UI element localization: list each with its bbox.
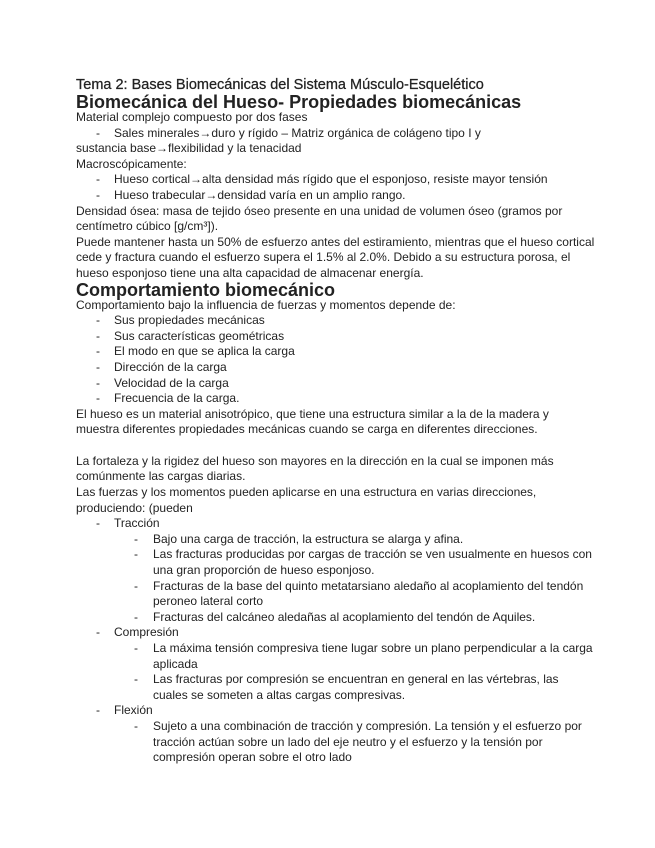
list-item: - Sus propiedades mecánicas (96, 313, 265, 328)
dash-bullet: - (96, 344, 100, 359)
dash-bullet: - (134, 609, 138, 624)
paragraph: Puede mantener hasta un 50% de esfuerzo antes del estiramiento, mientras que el hueso cortical cede y fractura cuando el esfuerzo supera el 1.5% al 2.0%. Debido a su estructura porosa, el hueso esponjoso tiene una alta capacidad de almacenar energía. (76, 234, 595, 280)
sub-list-item: - Las fracturas por compresión se encuentran en general en las vértebras, las cuales se someten a altas cargas compresivas. (134, 672, 559, 702)
list-item: - Frecuencia de la carga. (96, 391, 240, 406)
paragraph: Material complejo compuesto por dos fases (76, 110, 308, 124)
list-item: - Velocidad de la carga (96, 375, 229, 390)
paragraph: La fortaleza y la rigidez del hueso son mayores en la dirección en la cual se imponen más comúnmente las cargas diarias. (76, 453, 554, 484)
paragraph: El hueso es un material anisotrópico, que tiene una estructura similar a la de la madera y muestra diferentes propiedades mecánicas cuando se carga en diferentes direcciones. (76, 406, 549, 437)
dash-bullet: - (96, 625, 100, 640)
paragraph: Las fuerzas y los momentos pueden aplicarse en una estructura en varias direcciones, produciendo: (pueden (76, 485, 537, 515)
dash-bullet: - (96, 187, 100, 202)
sub-list-item: - Fracturas del calcáneo aledañas al acoplamiento del tendón de Aquiles. (134, 609, 536, 624)
dash-bullet: - (96, 375, 100, 390)
dash-bullet: - (134, 531, 138, 546)
list-item: - El modo en que se aplica la carga (96, 344, 295, 359)
list-item-flexion: - Flexión (96, 703, 153, 718)
bullet-list (76, 126, 595, 142)
paragraph: Comportamiento bajo la influencia de fuerzas y momentos depende de: (76, 297, 456, 312)
page-title: Tema 2: Bases Biomecánicas del Sistema Músculo-Esquelético (76, 77, 484, 93)
paragraph: sustancia base→flexibilidad y la tenacidad (76, 141, 302, 156)
dash-bullet: - (96, 703, 100, 718)
dash-bullet: - (134, 547, 138, 562)
list-item-traccion: - Tracción (96, 516, 160, 531)
dash-bullet: - (96, 391, 100, 406)
dash-bullet: - (96, 125, 100, 140)
dash-bullet: - (96, 313, 100, 328)
bullet-list (76, 172, 595, 203)
list-item: - Sales minerales→duro y rígido – Matriz orgánica de colágeno tipo I y (96, 125, 481, 140)
paragraph: Macroscópicamente: (76, 156, 187, 171)
list-item: - Sus características geométricas (96, 328, 285, 343)
dash-bullet: - (134, 641, 138, 655)
sub-list-item: - Bajo una carga de tracción, la estructura se alarga y afina. (134, 531, 464, 546)
blank-line (76, 438, 595, 454)
sub-list-item: - La máxima tensión compresiva tiene lugar sobre un plano perpendicular a la carga aplicada (134, 641, 593, 671)
list-item: - Dirección de la carga (96, 359, 227, 374)
section-heading: Comportamiento biomecánico (76, 279, 336, 300)
dash-bullet: - (96, 172, 100, 187)
dash-bullet: - (96, 516, 100, 531)
bullet-list (76, 313, 595, 407)
sub-list-item: - Fracturas de la base del quinto metatarsiano aledaño al acoplamiento del tendón peroneo lateral corto (134, 578, 584, 609)
dash-bullet: - (134, 672, 138, 687)
sub-list-item: - Las fracturas producidas por cargas de tracción se ven usualmente en huesos con una gran proporción de hueso esponjoso. (134, 547, 592, 578)
paragraph: Densidad ósea: masa de tejido óseo presente en una unidad de volumen óseo (gramos por centímetro cúbico [g/cm³]). (76, 203, 563, 234)
list-item: - Hueso trabecular→densidad varía en un amplio rango. (96, 187, 406, 202)
dash-bullet: - (96, 328, 100, 343)
dash-bullet: - (96, 359, 100, 374)
section-heading: Biomecánica del Hueso- Propiedades biomecánicas (76, 92, 522, 112)
bullet-list (76, 516, 595, 766)
list-item: - Hueso cortical→alta densidad más rígido que el esponjoso, resiste mayor tensión (96, 172, 548, 187)
dash-bullet: - (134, 718, 138, 733)
dash-bullet: - (134, 578, 138, 593)
list-item-compresion: - Compresión (96, 625, 179, 640)
sub-list-item: - Sujeto a una combinación de tracción y compresión. La tensión y el esfuerzo por tracción actúan sobre un lado del eje neutro y el esfuerzo y la tensión por compresión operan sobre el otro lado (134, 718, 582, 765)
